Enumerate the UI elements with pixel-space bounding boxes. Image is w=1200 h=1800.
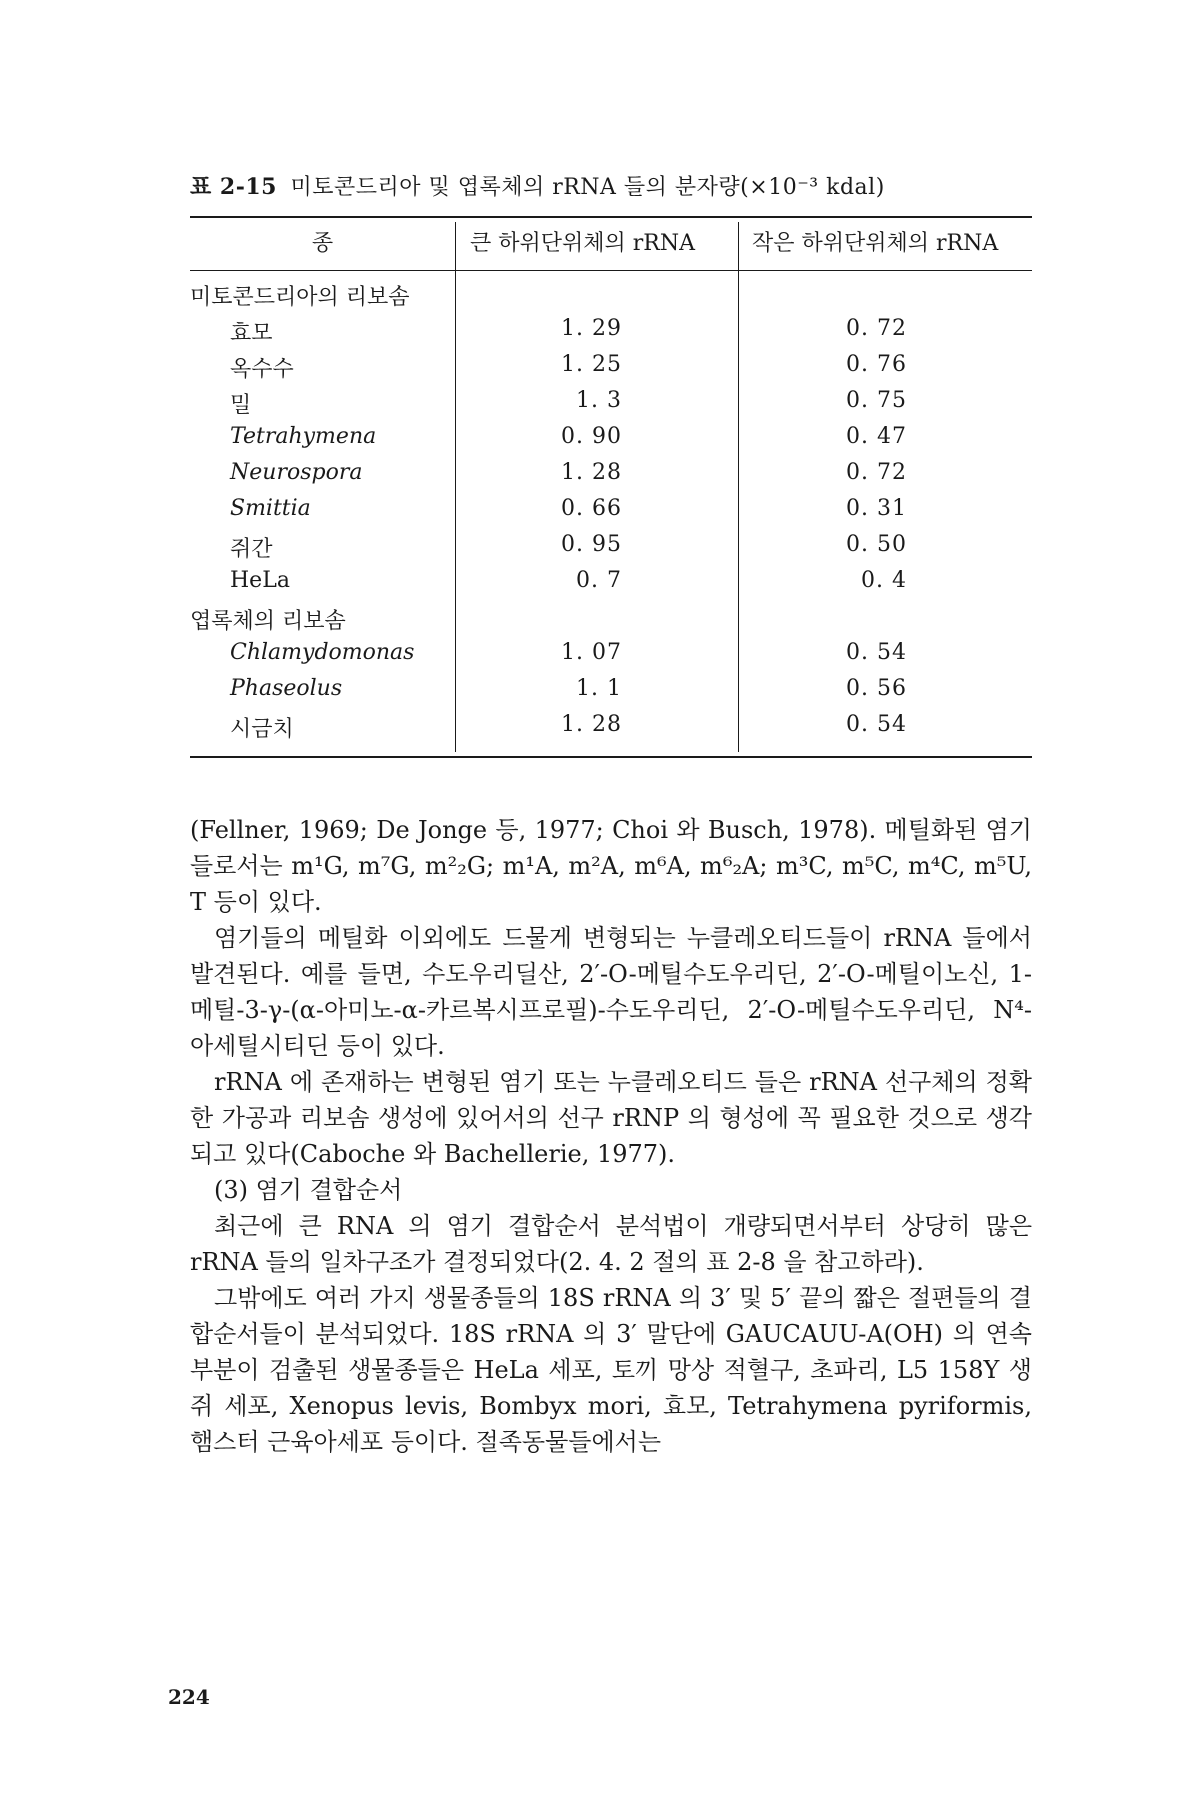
small-rrna-value: 0. 4 (861, 568, 907, 593)
species-name: 쥐간 (230, 537, 273, 562)
species-name: Tetrahymena (230, 424, 377, 449)
page-number: 224 (168, 1685, 210, 1709)
species-name: Chlamydomonas (230, 640, 415, 665)
table-title: 미토콘드리아 및 엽록체의 rRNA 들의 분자량(×10⁻³ kdal) (290, 175, 885, 200)
large-rrna-value: 0. 7 (576, 568, 622, 593)
small-rrna-value: 0. 56 (846, 676, 907, 701)
species-name: HeLa (230, 568, 290, 593)
column-divider-1 (455, 222, 456, 752)
paragraph: 그밖에도 여러 가지 생물종들의 18S rRNA 의 3′ 및 5′ 끝의 짧은 절편들의 결합순서들이 분석되었다. 18S rRNA 의 3′ 말단에 GAUCAUU-A(OH) 의 연속부분이 검출된 생물종들은 HeLa 세포, 토끼 망상 적혈구, 초파리, L5 158Y 생쥐 세포, Xenopus levis, Bombyx mori, 효모, Tetrahymena pyriformis, 햄스터 근육아세포 등이다. 절족동물들에서는 (190, 1284, 1032, 1456)
small-rrna-value: 0. 47 (846, 424, 907, 449)
species-name: 시금치 (230, 717, 294, 742)
table-top-rule (190, 216, 1032, 218)
large-rrna-value: 1. 25 (561, 352, 622, 377)
large-rrna-value: 1. 28 (561, 460, 622, 485)
species-name: 밀 (230, 393, 252, 418)
section-title: 미토콘드리아의 리보솜 (190, 285, 410, 310)
small-rrna-value: 0. 76 (846, 352, 907, 377)
table-bottom-rule (190, 756, 1032, 758)
large-rrna-value: 0. 95 (561, 532, 622, 557)
header-small-subunit: 작은 하위단위체의 rRNA (752, 231, 999, 256)
table-header-rule (190, 270, 1032, 271)
table-number: 표 2-15 (190, 174, 277, 200)
large-rrna-value: 0. 66 (561, 496, 622, 521)
section-heading: (3) 염기 결합순서 (214, 1176, 403, 1204)
paragraph: (Fellner, 1969; De Jonge 등, 1977; Choi 와 Busch, 1978). 메틸화된 염기들로서는 m¹G, m⁷G, m²₂G; m¹A, m²A, m⁶A, m⁶₂A; m³C, m⁵C, m⁴C, m⁵U, T 등이 있다. (190, 816, 1032, 916)
small-rrna-value: 0. 72 (846, 316, 907, 341)
small-rrna-value: 0. 54 (846, 640, 907, 665)
large-rrna-value: 1. 3 (576, 388, 622, 413)
column-divider-2 (738, 222, 739, 752)
large-rrna-value: 1. 29 (561, 316, 622, 341)
large-rrna-value: 0. 90 (561, 424, 622, 449)
header-large-subunit: 큰 하위단위체의 rRNA (470, 231, 695, 256)
species-name: 효모 (230, 321, 273, 346)
small-rrna-value: 0. 50 (846, 532, 907, 557)
paragraph: 염기들의 메틸화 이외에도 드물게 변형되는 누클레오티드들이 rRNA 들에서 발견된다. 예를 들면, 수도우리딜산, 2′-O-메틸수도우리딘, 2′-O-메틸이노신, 1-메틸-3-γ-(α-아미노-α-카르복시프로필)-수도우리딘, 2′-O-메틸수도우리딘, N⁴-아세틸시티딘 등이 있다. (190, 924, 1032, 1060)
small-rrna-value: 0. 72 (846, 460, 907, 485)
large-rrna-value: 1. 1 (576, 676, 622, 701)
small-rrna-value: 0. 75 (846, 388, 907, 413)
species-name: Neurospora (230, 460, 363, 485)
small-rrna-value: 0. 54 (846, 712, 907, 737)
large-rrna-value: 1. 07 (561, 640, 622, 665)
paragraph: 최근에 큰 RNA 의 염기 결합순서 분석법이 개량되면서부터 상당히 많은 rRNA 들의 일차구조가 결정되었다(2. 4. 2 절의 표 2-8 을 참고하라). (190, 1212, 1032, 1276)
species-name: Smittia (230, 496, 311, 521)
section-title: 엽록체의 리보솜 (190, 609, 346, 634)
small-rrna-value: 0. 31 (846, 496, 907, 521)
large-rrna-value: 1. 28 (561, 712, 622, 737)
body-text (190, 812, 1032, 1460)
table-caption (190, 170, 885, 201)
species-name: Phaseolus (230, 676, 343, 701)
species-name: 옥수수 (230, 357, 294, 382)
header-species: 종 (311, 231, 334, 256)
paragraph: rRNA 에 존재하는 변형된 염기 또는 누클레오티드 들은 rRNA 선구체의 정확한 가공과 리보솜 생성에 있어서의 선구 rRNP 의 형성에 꼭 필요한 것으로 생각되고 있다(Caboche 와 Bachellerie, 1977). (190, 1068, 1032, 1168)
